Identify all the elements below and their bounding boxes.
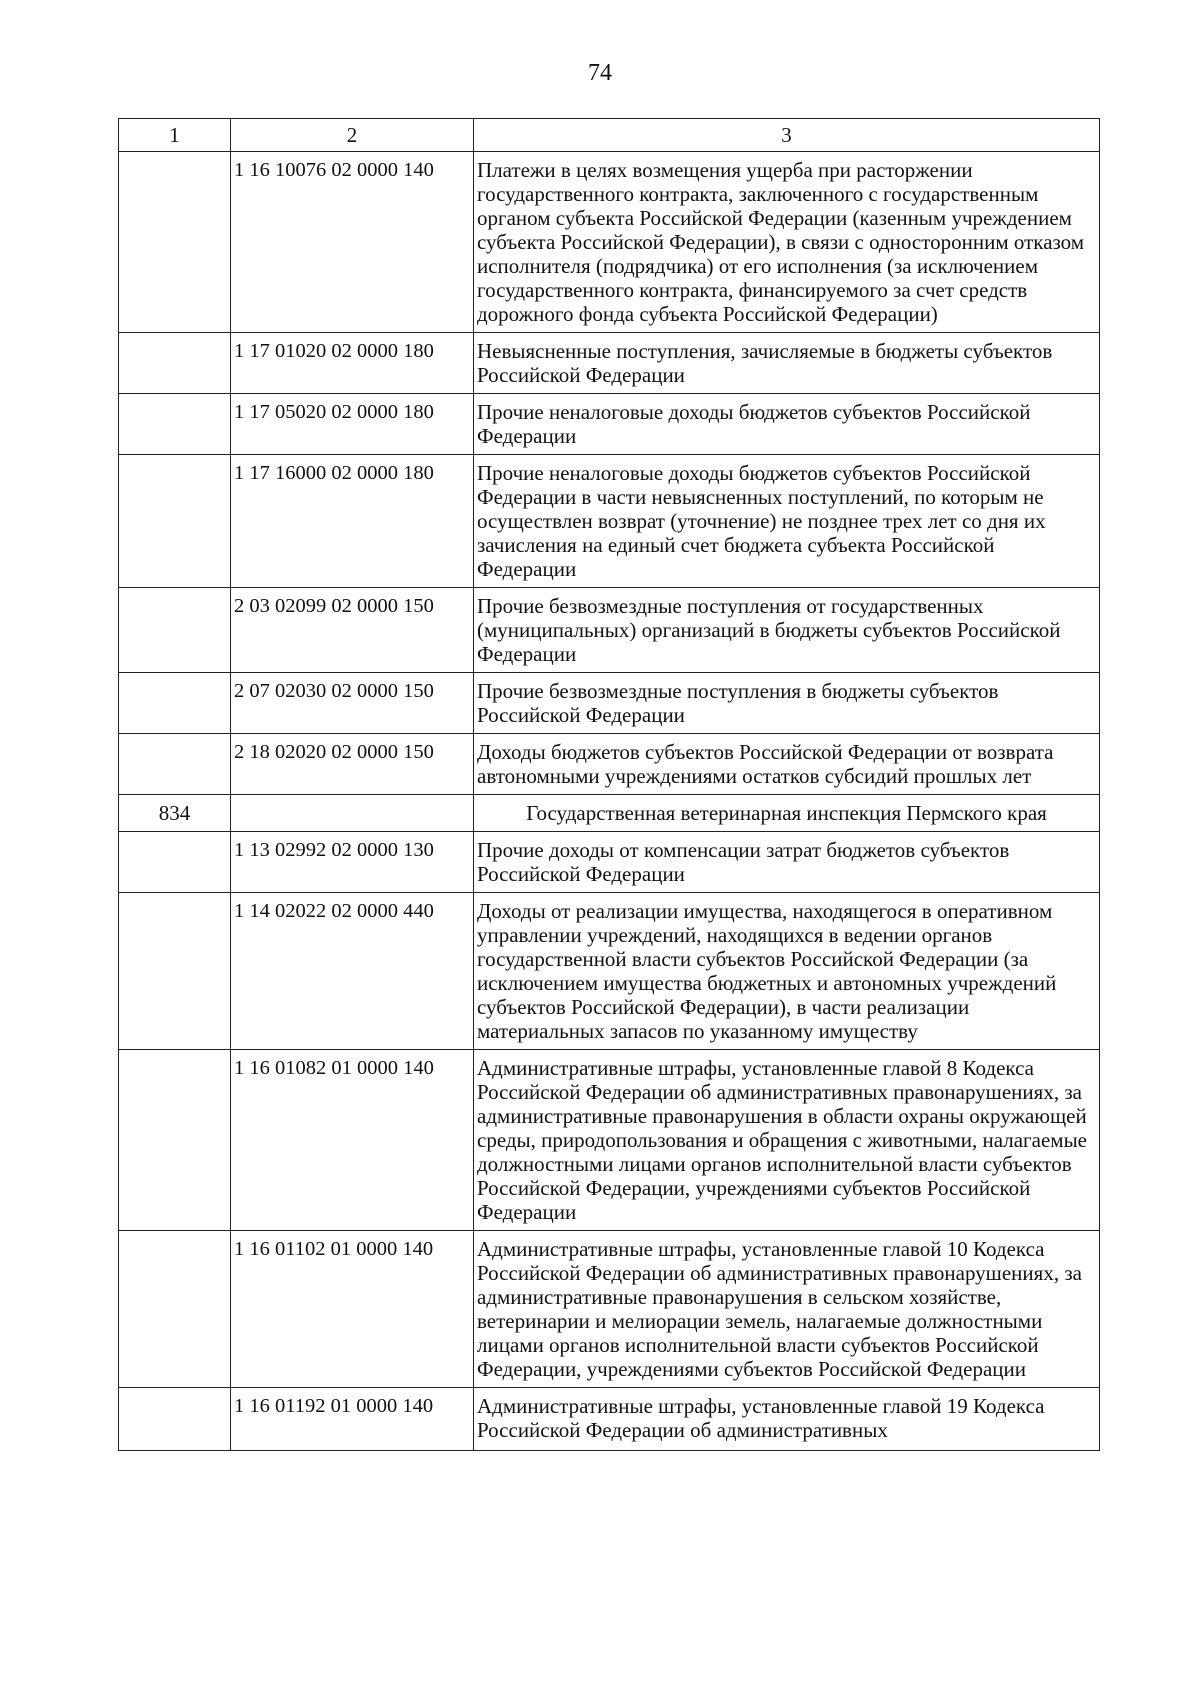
revenue-code-cell: 2 18 02020 02 0000 150	[231, 734, 474, 795]
revenue-codes-table	[118, 118, 1100, 1451]
admin-code-cell	[119, 1050, 231, 1231]
description-cell: Прочие безвозмездные поступления в бюджеты субъектов Российской Федерации	[474, 673, 1100, 734]
admin-code-cell: 834	[119, 795, 231, 832]
organization-name-cell: Государственная ветеринарная инспекция Пермского края	[474, 795, 1100, 832]
header-col-2: 2	[231, 119, 474, 152]
admin-code-cell	[119, 734, 231, 795]
revenue-code-cell: 1 17 16000 02 0000 180	[231, 455, 474, 588]
description-cell: Административные штрафы, установленные главой 8 Кодекса Российской Федерации об административных правонарушениях, за административные правонарушения в области охраны окружающей среды, природопользования и обращения с животными, налагаемые должностными лицами органов исполнительной власти субъектов Российской Федерации, учреждениями субъектов Российской Федерации	[474, 1050, 1100, 1231]
table-row	[119, 588, 1100, 673]
admin-code-cell	[119, 455, 231, 588]
description-cell: Прочие доходы от компенсации затрат бюджетов субъектов Российской Федерации	[474, 832, 1100, 893]
table-header-row	[119, 119, 1100, 152]
admin-code-cell	[119, 152, 231, 333]
admin-code-cell	[119, 1388, 231, 1451]
table-row	[119, 1388, 1100, 1451]
revenue-code-cell: 1 16 01192 01 0000 140	[231, 1388, 474, 1451]
description-cell: Доходы от реализации имущества, находящегося в оперативном управлении учреждений, находящихся в ведении органов государственной власти субъектов Российской Федерации (за исключением имущества бюджетных и автономных учреждений субъектов Российской Федерации), в части реализации материальных запасов по указанному имуществу	[474, 893, 1100, 1050]
admin-code-cell	[119, 588, 231, 673]
table-row	[119, 455, 1100, 588]
table-body	[119, 119, 1100, 1451]
table-row	[119, 673, 1100, 734]
revenue-code-cell: 2 03 02099 02 0000 150	[231, 588, 474, 673]
table-row	[119, 734, 1100, 795]
revenue-code-cell: 1 14 02022 02 0000 440	[231, 893, 474, 1050]
description-cell: Прочие неналоговые доходы бюджетов субъектов Российской Федерации	[474, 394, 1100, 455]
revenue-code-cell: 1 16 01082 01 0000 140	[231, 1050, 474, 1231]
description-cell: Доходы бюджетов субъектов Российской Федерации от возврата автономными учреждениями остатков субсидий прошлых лет	[474, 734, 1100, 795]
table-row	[119, 1231, 1100, 1388]
header-col-1: 1	[119, 119, 231, 152]
table-row	[119, 152, 1100, 333]
revenue-code-cell: 1 16 01102 01 0000 140	[231, 1231, 474, 1388]
table-row-organization	[119, 795, 1100, 832]
revenue-code-cell: 2 07 02030 02 0000 150	[231, 673, 474, 734]
table-row	[119, 832, 1100, 893]
description-cell: Административные штрафы, установленные главой 10 Кодекса Российской Федерации об административных правонарушениях, за административные правонарушения в сельском хозяйстве, ветеринарии и мелиорации земель, налагаемые должностными лицами органов исполнительной власти субъектов Российской Федерации, учреждениями субъектов Российской Федерации	[474, 1231, 1100, 1388]
page-number: 74	[588, 60, 612, 86]
description-cell: Прочие неналоговые доходы бюджетов субъектов Российской Федерации в части невыясненных поступлений, по которым не осуществлен возврат (уточнение) не позднее трех лет со дня их зачисления на единый счет бюджета субъекта Российской Федерации	[474, 455, 1100, 588]
table-row	[119, 1050, 1100, 1231]
admin-code-cell	[119, 832, 231, 893]
description-cell: Невыясненные поступления, зачисляемые в бюджеты субъектов Российской Федерации	[474, 333, 1100, 394]
table-row	[119, 394, 1100, 455]
revenue-code-cell: 1 17 05020 02 0000 180	[231, 394, 474, 455]
table-row	[119, 893, 1100, 1050]
revenue-code-cell: 1 16 10076 02 0000 140	[231, 152, 474, 333]
revenue-code-cell: 1 17 01020 02 0000 180	[231, 333, 474, 394]
revenue-code-cell: 1 13 02992 02 0000 130	[231, 832, 474, 893]
revenue-code-cell	[231, 795, 474, 832]
admin-code-cell	[119, 1231, 231, 1388]
description-cell: Платежи в целях возмещения ущерба при расторжении государственного контракта, заключенного с государственным органом субъекта Российской Федерации (казенным учреждением субъекта Российской Федерации), в связи с односторонним отказом исполнителя (подрядчика) от его исполнения (за исключением государственного контракта, финансируемого за счет средств дорожного фонда субъекта Российской Федерации)	[474, 152, 1100, 333]
admin-code-cell	[119, 673, 231, 734]
admin-code-cell	[119, 333, 231, 394]
table-row	[119, 333, 1100, 394]
admin-code-cell	[119, 394, 231, 455]
description-cell: Административные штрафы, установленные главой 19 Кодекса Российской Федерации об административных	[474, 1388, 1100, 1451]
header-col-3: 3	[474, 119, 1100, 152]
description-cell: Прочие безвозмездные поступления от государственных (муниципальных) организаций в бюджеты субъектов Российской Федерации	[474, 588, 1100, 673]
admin-code-cell	[119, 893, 231, 1050]
